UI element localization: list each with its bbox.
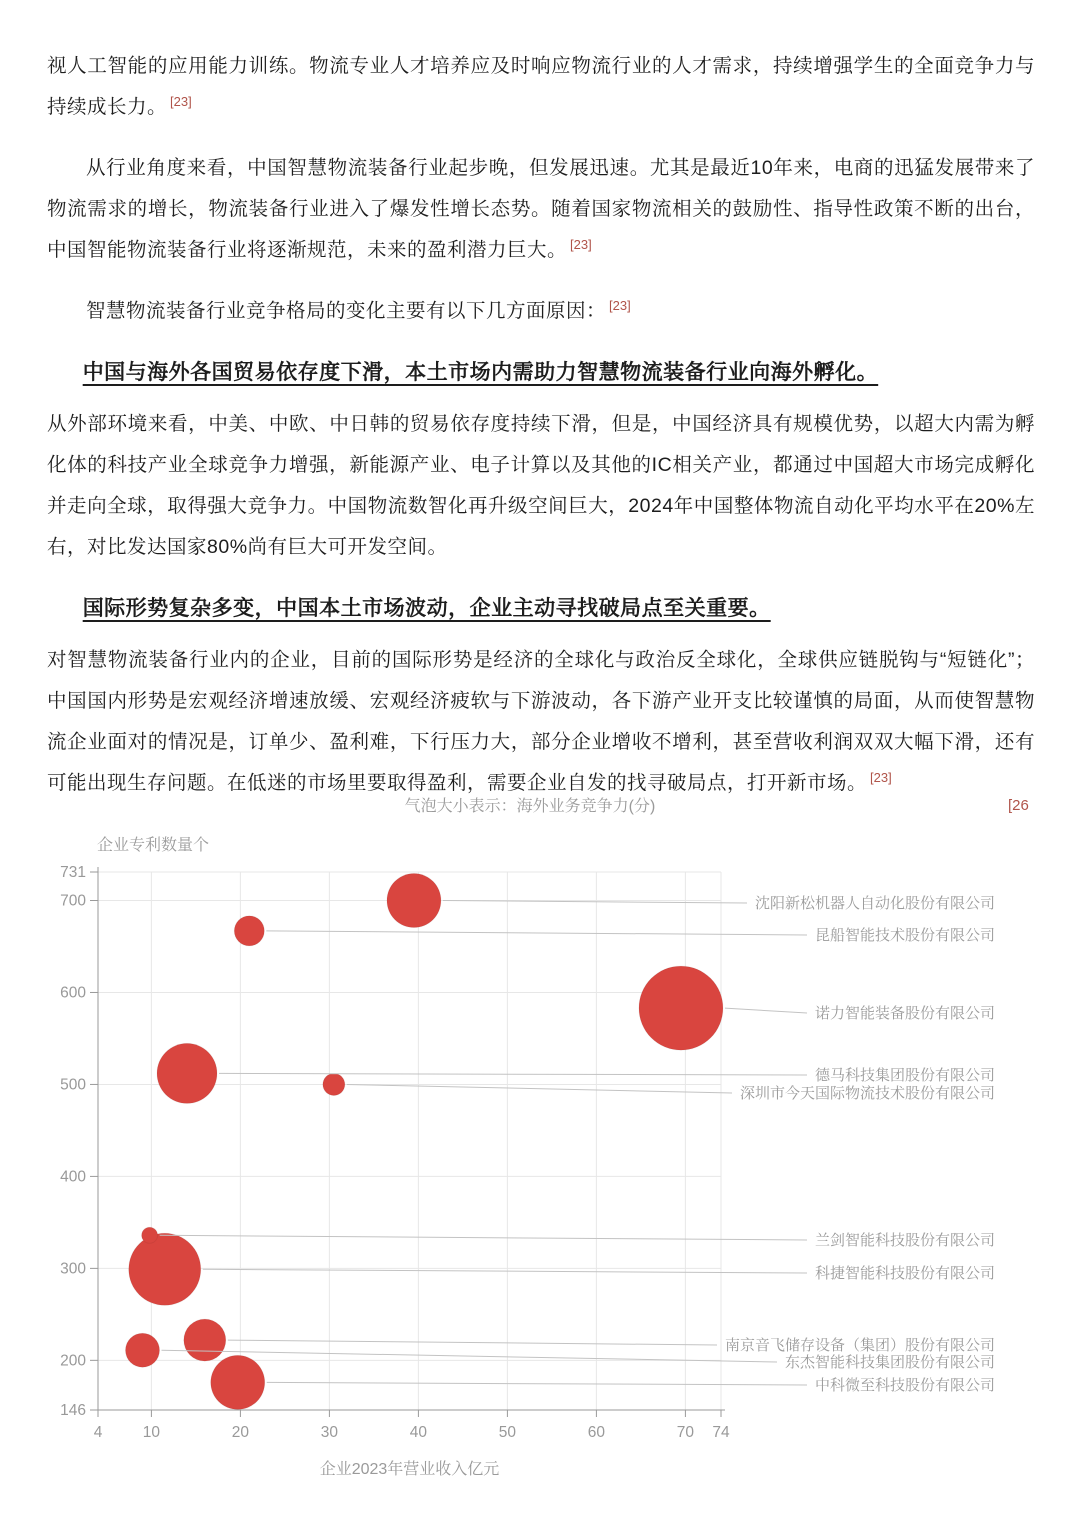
chart-bubble[interactable]	[129, 1233, 201, 1305]
paragraph	[47, 291, 1035, 332]
y-tick-label: 600	[60, 984, 86, 1002]
section-heading	[47, 352, 1035, 394]
y-tick-label: 700	[60, 892, 86, 910]
label-leader-line	[219, 1073, 807, 1075]
label-leader-line	[266, 931, 807, 935]
company-label: 南京音飞储存设备（集团）股份有限公司	[724, 1337, 995, 1354]
y-tick-label: 300	[60, 1260, 86, 1278]
y-tick-label: 500	[60, 1076, 86, 1094]
x-tick-label: 10	[142, 1424, 161, 1441]
company-label: 诺力智能装备股份有限公司	[814, 1005, 995, 1022]
chart-bubble[interactable]	[184, 1319, 226, 1361]
label-leader-line	[267, 1382, 807, 1385]
chart-citation-marker[interactable]: [26	[1008, 797, 1029, 814]
company-label: 东杰智能科技集团股份有限公司	[784, 1354, 995, 1371]
x-tick-label: 50	[498, 1424, 517, 1441]
chart-bubble[interactable]	[126, 1333, 160, 1367]
chart-bubble[interactable]	[142, 1227, 158, 1243]
chart-bubble[interactable]	[387, 874, 441, 928]
paragraph-text: 视人工智能的应用能力训练。物流专业人才培养应及时响应物流行业的人才需求，持续增强学生的全面竞争力与持续成长力。	[47, 55, 1035, 118]
paragraph-text: 智慧物流装备行业竞争格局的变化主要有以下几方面原因：	[86, 300, 607, 322]
company-label: 科捷智能科技股份有限公司	[814, 1265, 995, 1282]
paragraph-text: 对智慧物流装备行业内的企业，目前的国际形势是经济的全球化与政治反全球化，全球供应链脱钩与“短链化”；中国国内形势是宏观经济增速放缓、宏观经济疲软与下游波动，各下游产业开支比较谨慎的局面，从而使智慧物流企业面对的情况是，订单少、盈利难，下行压力大，部分企业增收不增利，甚至营收利润双双大幅下滑，还有可能出现生存问题。在低迷的市场里要取得盈利，需要企业自发的找寻破局点，打开新市场。	[47, 649, 1035, 794]
bubble-chart-container	[0, 780, 1080, 1528]
chart-bubble[interactable]	[234, 916, 264, 946]
x-tick-label: 74	[712, 1424, 730, 1441]
label-leader-line	[203, 1269, 807, 1273]
company-label: 沈阳新松机器人自动化股份有限公司	[754, 895, 995, 912]
x-tick-label: 40	[409, 1424, 428, 1441]
citation-marker[interactable]: [23]	[870, 769, 892, 785]
paragraph	[47, 404, 1035, 568]
citation-marker[interactable]: [23]	[170, 93, 192, 109]
y-tick-label: 146	[60, 1402, 86, 1419]
section-heading	[47, 588, 1035, 630]
paragraph	[47, 46, 1035, 128]
company-label: 深圳市今天国际物流技术股份有限公司	[739, 1085, 995, 1102]
y-tick-label: 731	[60, 864, 86, 881]
y-tick-label: 200	[60, 1352, 86, 1370]
x-axis-title: 企业2023年营业收入亿元	[319, 1461, 500, 1478]
label-leader-line	[228, 1340, 717, 1345]
section-heading-text: 国际形势复杂多变，中国本土市场波动，企业主动寻找破局点至关重要。	[82, 597, 771, 620]
paragraph-text: 从行业角度来看，中国智慧物流装备行业起步晚，但发展迅速。尤其是最近10年来，电商的迅猛发展带来了物流需求的增长，物流装备行业进入了爆发性增长态势。随着国家物流相关的鼓励性、指导性政策不断的出台，中国智能物流装备行业将逐渐规范，未来的盈利潜力巨大。	[47, 157, 1035, 261]
company-label: 兰剑智能科技股份有限公司	[814, 1232, 995, 1249]
x-tick-label: 30	[320, 1424, 339, 1441]
label-leader-line	[347, 1084, 732, 1093]
y-tick-label: 400	[60, 1168, 86, 1186]
bubble-chart	[0, 780, 1080, 1528]
x-tick-label: 60	[587, 1424, 606, 1441]
chart-title: 气泡大小表示：海外业务竞争力(分)	[404, 798, 656, 815]
company-label: 昆船智能技术股份有限公司	[814, 927, 995, 944]
chart-bubble[interactable]	[323, 1073, 345, 1095]
chart-bubble[interactable]	[157, 1043, 217, 1103]
x-tick-label: 20	[231, 1424, 250, 1441]
paragraph-text: 从外部环境来看，中美、中欧、中日韩的贸易依存度持续下滑，但是，中国经济具有规模优势，以超大内需为孵化体的科技产业全球竞争力增强，新能源产业、电子计算以及其他的IC相关产业，都通过中国超大市场完成孵化并走向全球，取得强大竞争力。中国物流数智化再升级空间巨大，2024年中国整体物流自动化平均水平在20%左右，对比发达国家80%尚有巨大可开发空间。	[47, 413, 1035, 558]
citation-marker[interactable]: [23]	[570, 236, 592, 252]
company-label: 中科微至科技股份有限公司	[814, 1377, 995, 1394]
x-tick-label: 4	[93, 1424, 103, 1441]
paragraph	[47, 148, 1035, 271]
chart-bubble[interactable]	[639, 966, 723, 1050]
label-leader-line	[160, 1235, 807, 1240]
section-heading-text: 中国与海外各国贸易依存度下滑，本土市场内需助力智慧物流装备行业向海外孵化。	[82, 361, 879, 384]
company-label: 德马科技集团股份有限公司	[814, 1067, 995, 1084]
y-axis-title: 企业专利数量个	[97, 837, 210, 854]
label-leader-line	[725, 1008, 807, 1013]
citation-marker[interactable]: [23]	[609, 297, 631, 313]
x-tick-label: 70	[676, 1424, 695, 1441]
chart-bubble[interactable]	[211, 1355, 265, 1409]
